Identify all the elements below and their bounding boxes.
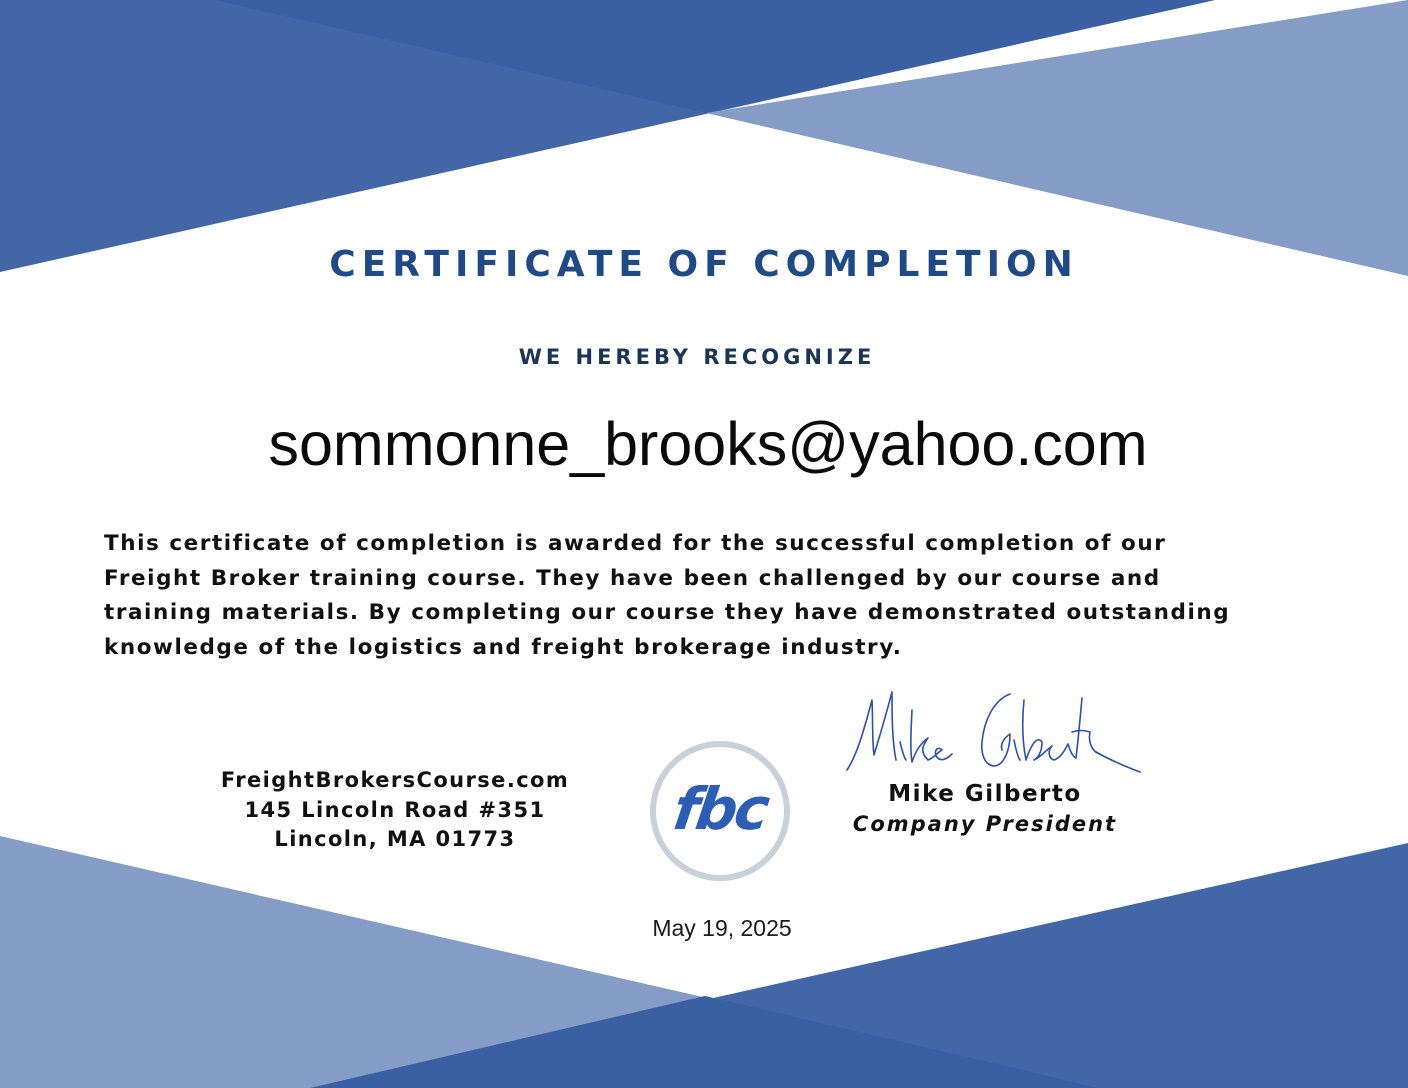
signature bbox=[842, 680, 1144, 780]
certificate-description bbox=[104, 527, 1304, 666]
address-line-2: Lincoln, MA 01773 bbox=[274, 827, 516, 851]
certificate-date: May 19, 2025 bbox=[652, 915, 792, 941]
fbc-logo bbox=[648, 739, 792, 883]
recognize-label: WE HEREBY RECOGNIZE bbox=[518, 345, 876, 369]
address-line-1: 145 Lincoln Road #351 bbox=[244, 797, 546, 822]
recipient-name: sommonne_brooks@yahoo.com bbox=[268, 410, 1148, 478]
description-line: knowledge of the logistics and freight brokerage industry. bbox=[104, 635, 903, 661]
description-line: Freight Broker training course. They have been challenged by our course and bbox=[104, 565, 1161, 591]
description-line: training materials. By completing our course they have demonstrated outstanding bbox=[104, 600, 1231, 626]
logo-text: fbc bbox=[669, 775, 771, 843]
description-line: This certificate of completion is awarded for the successful completion of our bbox=[104, 531, 1167, 556]
certificate-title: CERTIFICATE OF COMPLETION bbox=[329, 244, 1079, 285]
issuer-address bbox=[190, 766, 600, 855]
signatory-name: Mike Gilberto bbox=[888, 781, 1082, 807]
issuer-website: FreightBrokersCourse.com bbox=[220, 768, 570, 792]
signatory-title: Company President bbox=[852, 812, 1118, 836]
